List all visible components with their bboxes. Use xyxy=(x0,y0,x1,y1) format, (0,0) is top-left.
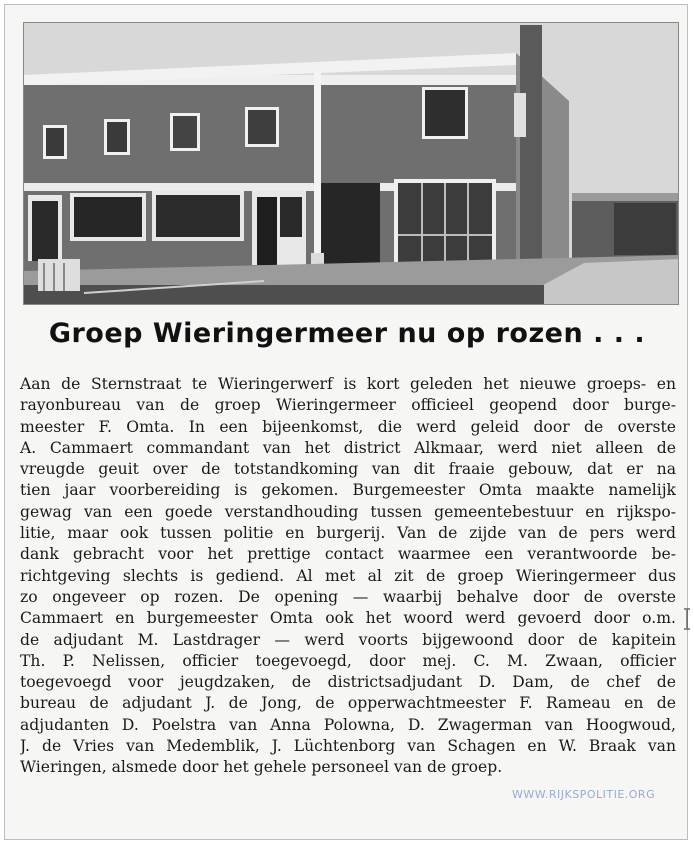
article-line: meester F. Omta. In een bijeenkomst, die werd geleid door de overste xyxy=(20,417,676,436)
article-line: dank gebracht voor het prettige contact waarmee een verantwoorde be- xyxy=(20,545,676,564)
article-line: tien jaar voorbereiding is gekomen. Burgemeester Omta maakte namelijk xyxy=(20,481,676,500)
watermark: WWW.RIJKSPOLITIE.ORG xyxy=(512,788,656,801)
article-line: Wieringen, alsmede door het gehele personeel van de groep. xyxy=(20,758,503,777)
article-body xyxy=(20,374,676,779)
article-line: zo ongeveer op rozen. De opening — waarbij behalve door de overste xyxy=(20,587,676,606)
article-line: toegevoegd voor jeugdzaken, de districtsadjudant D. Dam, de chef de xyxy=(20,673,676,692)
article-line: richtgeving slechts is gediend. Al met al zit de groep Wieringermeer dus xyxy=(20,566,676,585)
building-photo xyxy=(23,22,679,305)
article-line: rayonbureau van de groep Wieringermeer officieel geopend door burge- xyxy=(20,396,676,415)
article-line: Th. P. Nelissen, officier toegevoegd, door mej. C. M. Zwaan, officier xyxy=(20,651,676,670)
article-line: de adjudant M. Lastdrager — werd voorts bijgewoond door de kapitein xyxy=(20,630,676,649)
headline: Groep Wieringermeer nu op rozen . . . xyxy=(48,318,646,349)
article-line: vreugde geuit over de totstandkoming van dit fraaie gebouw, dat er na xyxy=(20,460,676,479)
article-line: J. de Vries van Medemblik, J. Lüchtenborg van Schagen en W. Braak van xyxy=(20,737,676,756)
article-line: adjudanten D. Poelstra van Anna Polowna, D. Zwagerman van Hoogwoud, xyxy=(20,715,676,734)
article-line: bureau de adjudant J. de Jong, de opperwachtmeester F. Rameau en de xyxy=(20,694,676,713)
article-line: litie, maar ook tussen politie en burgerij. Van de zijde van de pers werd xyxy=(20,524,676,543)
article-line: Cammaert en burgemeester Omta ook het woord werd gevoerd door o.m. xyxy=(20,609,676,628)
article-line: gewag van een goede verstandhouding tussen gemeentebestuur en rijkspo- xyxy=(20,502,676,521)
text-cursor-icon xyxy=(684,608,690,630)
article-line: Aan de Sternstraat te Wieringerwerf is kort geleden het nieuwe groeps- en xyxy=(20,375,676,393)
article-line: A. Cammaert commandant van het district Alkmaar, werd niet alleen de xyxy=(20,438,676,457)
